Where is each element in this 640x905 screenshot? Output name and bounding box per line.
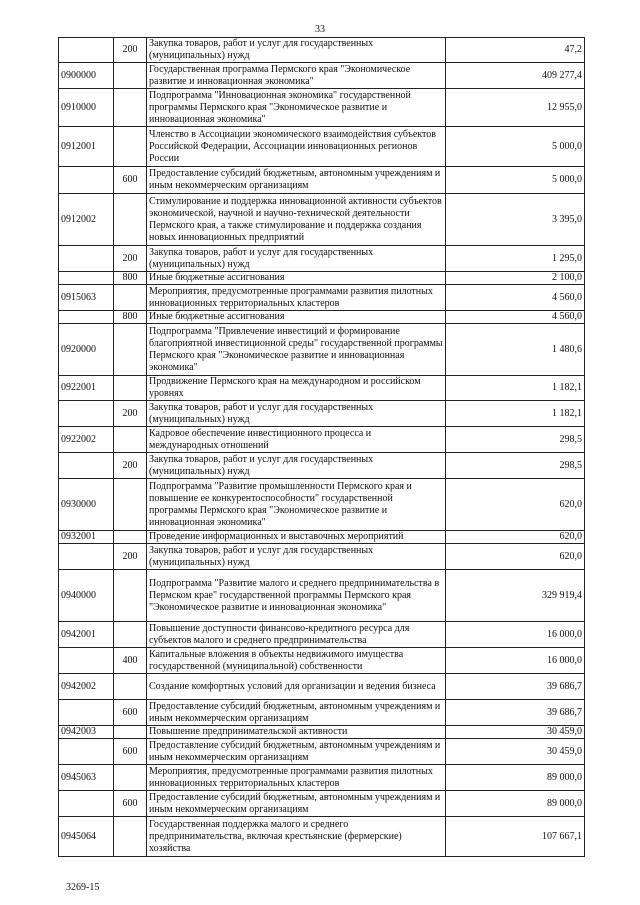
amount-cell: 620,0 xyxy=(446,531,585,544)
item-name-cell: Закупка товаров, работ и услуг для государственных (муниципальных) нужд xyxy=(147,246,446,272)
target-code-cell: 0912002 xyxy=(59,194,114,246)
amount-cell: 5 000,0 xyxy=(446,127,585,167)
amount-cell: 2 100,0 xyxy=(446,272,585,285)
target-code-cell xyxy=(59,791,114,817)
target-code-cell xyxy=(59,453,114,479)
amount-cell: 16 000,0 xyxy=(446,648,585,674)
budget-table-body xyxy=(59,38,585,857)
table-row xyxy=(59,401,585,427)
table-row xyxy=(59,127,585,167)
item-name-cell: Стимулирование и поддержка инновационной активности субъектов экономической, научной и научно-технической деятельности Пермского края, а также стимулирование и поддержка создания новых инновационных предприятий xyxy=(147,194,446,246)
amount-cell: 30 459,0 xyxy=(446,726,585,739)
item-name-cell: Кадровое обеспечение инвестиционного процесса и международных отношений xyxy=(147,427,446,453)
amount-cell: 1 182,1 xyxy=(446,376,585,401)
item-name-cell: Создание комфортных условий для организации и ведения бизнеса xyxy=(147,674,446,700)
target-code-cell: 0932001 xyxy=(59,531,114,544)
amount-cell: 5 000,0 xyxy=(446,167,585,194)
expense-type-cell: 200 xyxy=(114,401,147,427)
expense-type-cell xyxy=(114,63,147,89)
amount-cell: 4 560,0 xyxy=(446,285,585,311)
item-name-cell: Повышение предпринимательской активности xyxy=(147,726,446,739)
expense-type-cell: 400 xyxy=(114,648,147,674)
amount-cell: 89 000,0 xyxy=(446,791,585,817)
amount-cell: 298,5 xyxy=(446,453,585,479)
target-code-cell: 0900000 xyxy=(59,63,114,89)
expense-type-cell: 600 xyxy=(114,739,147,765)
amount-cell: 409 277,4 xyxy=(446,63,585,89)
target-code-cell xyxy=(59,167,114,194)
target-code-cell xyxy=(59,38,114,63)
table-row xyxy=(59,765,585,791)
target-code-cell xyxy=(59,311,114,324)
table-row xyxy=(59,817,585,857)
target-code-cell: 0920000 xyxy=(59,324,114,376)
amount-cell: 620,0 xyxy=(446,544,585,570)
amount-cell: 47,2 xyxy=(446,38,585,63)
table-row xyxy=(59,739,585,765)
table-row xyxy=(59,791,585,817)
table-row xyxy=(59,427,585,453)
target-code-cell: 0945063 xyxy=(59,765,114,791)
target-code-cell: 0942002 xyxy=(59,674,114,700)
table-row xyxy=(59,570,585,622)
expense-type-cell xyxy=(114,285,147,311)
expense-type-cell: 800 xyxy=(114,272,147,285)
amount-cell: 39 686,7 xyxy=(446,674,585,700)
table-row xyxy=(59,311,585,324)
expense-type-cell: 800 xyxy=(114,311,147,324)
table-row xyxy=(59,700,585,726)
item-name-cell: Государственная программа Пермского края "Экономическое развитие и инновационная экономика" xyxy=(147,63,446,89)
table-row xyxy=(59,544,585,570)
item-name-cell: Закупка товаров, работ и услуг для государственных (муниципальных) нужд xyxy=(147,401,446,427)
table-row xyxy=(59,376,585,401)
expense-type-cell xyxy=(114,479,147,531)
amount-cell: 1 295,0 xyxy=(446,246,585,272)
item-name-cell: Предоставление субсидий бюджетным, автономным учреждениям и иным некоммерческим организациям xyxy=(147,739,446,765)
expense-type-cell: 200 xyxy=(114,544,147,570)
amount-cell: 39 686,7 xyxy=(446,700,585,726)
amount-cell: 12 955,0 xyxy=(446,89,585,127)
amount-cell: 30 459,0 xyxy=(446,739,585,765)
target-code-cell xyxy=(59,700,114,726)
item-name-cell: Предоставление субсидий бюджетным, автономным учреждениям и иным некоммерческим организациям xyxy=(147,167,446,194)
expense-type-cell xyxy=(114,531,147,544)
table-row xyxy=(59,648,585,674)
table-row xyxy=(59,453,585,479)
item-name-cell: Предоставление субсидий бюджетным, автономным учреждениям и иным некоммерческим организациям xyxy=(147,700,446,726)
amount-cell: 329 919,4 xyxy=(446,570,585,622)
amount-cell: 620,0 xyxy=(446,479,585,531)
amount-cell: 1 182,1 xyxy=(446,401,585,427)
table-row xyxy=(59,674,585,700)
expense-type-cell: 200 xyxy=(114,453,147,479)
item-name-cell: Иные бюджетные ассигнования xyxy=(147,272,446,285)
target-code-cell xyxy=(59,272,114,285)
table-row xyxy=(59,38,585,63)
document-code: 3269-15 xyxy=(66,882,100,893)
expense-type-cell: 600 xyxy=(114,791,147,817)
item-name-cell: Мероприятия, предусмотренные программами развития пилотных инновационных территориальных кластеров xyxy=(147,765,446,791)
expense-type-cell xyxy=(114,674,147,700)
item-name-cell: Закупка товаров, работ и услуг для государственных (муниципальных) нужд xyxy=(147,38,446,63)
item-name-cell: Подпрограмма "Инновационная экономика" государственной программы Пермского края "Экономическое развитие и инновационная экономика" xyxy=(147,89,446,127)
target-code-cell: 0942003 xyxy=(59,726,114,739)
table-row xyxy=(59,479,585,531)
table-row xyxy=(59,272,585,285)
table-row xyxy=(59,63,585,89)
table-row xyxy=(59,194,585,246)
item-name-cell: Подпрограмма "Развитие малого и среднего предпринимательства в Пермском крае" государственной программы Пермского края "Экономическое развитие и инновационная экономика" xyxy=(147,570,446,622)
item-name-cell: Проведение информационных и выставочных мероприятий xyxy=(147,531,446,544)
item-name-cell: Продвижение Пермского края на международном и российском уровнях xyxy=(147,376,446,401)
item-name-cell: Закупка товаров, работ и услуг для государственных (муниципальных) нужд xyxy=(147,544,446,570)
item-name-cell: Мероприятия, предусмотренные программами развития пилотных инновационных территориальных кластеров xyxy=(147,285,446,311)
expense-type-cell xyxy=(114,726,147,739)
amount-cell: 16 000,0 xyxy=(446,622,585,648)
amount-cell: 3 395,0 xyxy=(446,194,585,246)
table-row xyxy=(59,89,585,127)
amount-cell: 107 667,1 xyxy=(446,817,585,857)
expense-type-cell xyxy=(114,89,147,127)
target-code-cell xyxy=(59,739,114,765)
table-row xyxy=(59,246,585,272)
expense-type-cell xyxy=(114,127,147,167)
amount-cell: 89 000,0 xyxy=(446,765,585,791)
expense-type-cell xyxy=(114,570,147,622)
expense-type-cell xyxy=(114,817,147,857)
page-number: 33 xyxy=(315,24,325,35)
item-name-cell: Повышение доступности финансово-кредитного ресурса для субъектов малого и среднего предпринимательства xyxy=(147,622,446,648)
expense-type-cell xyxy=(114,427,147,453)
table-row xyxy=(59,285,585,311)
item-name-cell: Капитальные вложения в объекты недвижимого имущества государственной (муниципальной) собственности xyxy=(147,648,446,674)
amount-cell: 298,5 xyxy=(446,427,585,453)
amount-cell: 1 480,6 xyxy=(446,324,585,376)
target-code-cell xyxy=(59,246,114,272)
item-name-cell: Подпрограмма "Развитие промышленности Пермского края и повышение ее конкурентоспособности" государственной программы Пермского края "Экономическое развитие и инновационная экономика" xyxy=(147,479,446,531)
item-name-cell: Закупка товаров, работ и услуг для государственных (муниципальных) нужд xyxy=(147,453,446,479)
target-code-cell: 0922002 xyxy=(59,427,114,453)
item-name-cell: Предоставление субсидий бюджетным, автономным учреждениям и иным некоммерческим организациям xyxy=(147,791,446,817)
expense-type-cell: 600 xyxy=(114,700,147,726)
target-code-cell: 0910000 xyxy=(59,89,114,127)
target-code-cell xyxy=(59,401,114,427)
item-name-cell: Членство в Ассоциации экономического взаимодействия субъектов Российской Федерации, Ассоциации инновационных регионов России xyxy=(147,127,446,167)
target-code-cell: 0945064 xyxy=(59,817,114,857)
target-code-cell: 0942001 xyxy=(59,622,114,648)
target-code-cell: 0915063 xyxy=(59,285,114,311)
target-code-cell: 0922001 xyxy=(59,376,114,401)
target-code-cell xyxy=(59,544,114,570)
item-name-cell: Подпрограмма "Привлечение инвестиций и формирование благоприятной инвестиционной среды" государственной программы Пермского края "Экономическое развитие и инновационная экономика" xyxy=(147,324,446,376)
item-name-cell: Государственная поддержка малого и среднего предпринимательства, включая крестьянские (фермерские) хозяйства xyxy=(147,817,446,857)
expense-type-cell xyxy=(114,765,147,791)
table-row xyxy=(59,531,585,544)
expense-type-cell: 600 xyxy=(114,167,147,194)
target-code-cell: 0930000 xyxy=(59,479,114,531)
expense-type-cell: 200 xyxy=(114,246,147,272)
budget-table xyxy=(58,37,585,857)
table-row xyxy=(59,167,585,194)
expense-type-cell xyxy=(114,324,147,376)
target-code-cell: 0940000 xyxy=(59,570,114,622)
table-row xyxy=(59,726,585,739)
table-row xyxy=(59,324,585,376)
expense-type-cell xyxy=(114,376,147,401)
expense-type-cell xyxy=(114,194,147,246)
target-code-cell xyxy=(59,648,114,674)
item-name-cell: Иные бюджетные ассигнования xyxy=(147,311,446,324)
target-code-cell: 0912001 xyxy=(59,127,114,167)
table-row xyxy=(59,622,585,648)
expense-type-cell xyxy=(114,622,147,648)
expense-type-cell: 200 xyxy=(114,38,147,63)
amount-cell: 4 560,0 xyxy=(446,311,585,324)
